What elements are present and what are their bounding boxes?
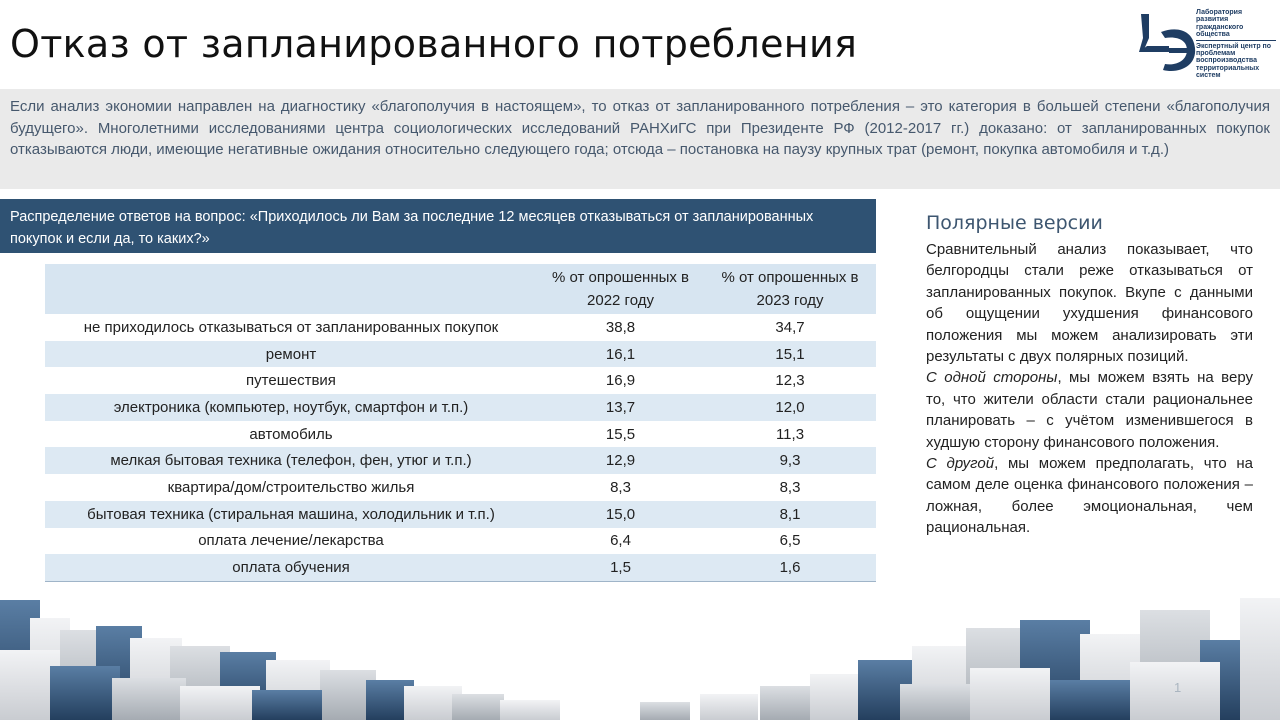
side-paragraph-3	[926, 453, 1253, 539]
table-cell-2023: 6,5	[704, 528, 876, 555]
table-row	[45, 554, 876, 581]
side-paragraph-3-body: , мы можем предполагать, что на самом деле оценка финансового положения – ложная, более эмоциональная, чем рациональная.	[926, 455, 1253, 537]
table-cell-label: мелкая бытовая техника (телефон, фен, утюг и т.п.)	[45, 447, 537, 474]
side-paragraph-1: Сравнительный анализ показывает, что белгородцы стали реже отказываться от запланированных покупок. Вкупе с данными об ощущении ухудшения финансового положения мы можем анализировать эти результаты с двух полярных позиций.	[926, 241, 1253, 366]
table-cell-label: ремонт	[45, 341, 537, 368]
table-cell-2022: 16,9	[537, 367, 704, 394]
table-cell-2022: 15,0	[537, 501, 704, 528]
table-cell-2022: 8,3	[537, 474, 704, 501]
table-header-2022: % от опрошенных в 2022 году	[537, 264, 704, 314]
table-cell-2022: 15,5	[537, 421, 704, 448]
logo-caption	[1196, 9, 1276, 80]
table-cell-label: электроника (компьютер, ноутбук, смартфон и т.п.)	[45, 394, 537, 421]
table-cell-label: бытовая техника (стиральная машина, холодильник и т.п.)	[45, 501, 537, 528]
page-number: 1	[1174, 680, 1182, 695]
table-cell-2023: 8,1	[704, 501, 876, 528]
question-caption: Распределение ответов на вопрос: «Приходилось ли Вам за последние 12 месяцев отказываться от запланированных покупок и если да, то каких?»	[0, 199, 876, 253]
table-cell-label: автомобиль	[45, 421, 537, 448]
table-cell-label: квартира/дом/строительство жилья	[45, 474, 537, 501]
side-heading: Полярные версии	[926, 212, 1103, 234]
table-cell-2023: 1,6	[704, 554, 876, 581]
table-row	[45, 341, 876, 368]
table-row	[45, 394, 876, 421]
table-row	[45, 314, 876, 341]
logo-line-2: Экспертный центр по проблемам воспроизводства территориальных систем	[1196, 42, 1272, 80]
table-row	[45, 421, 876, 448]
side-paragraph-2-lead: С одной стороны	[926, 369, 1058, 387]
table-cell-2022: 1,5	[537, 554, 704, 581]
table-cell-2023: 12,3	[704, 367, 876, 394]
table-cell-2023: 12,0	[704, 394, 876, 421]
skyline-decoration-icon	[0, 590, 1280, 720]
table-row	[45, 367, 876, 394]
table-cell-2022: 16,1	[537, 341, 704, 368]
table-cell-2022: 12,9	[537, 447, 704, 474]
table-cell-label: путешествия	[45, 367, 537, 394]
table-cell-2023: 15,1	[704, 341, 876, 368]
table-cell-2022: 13,7	[537, 394, 704, 421]
table-header-row	[45, 264, 876, 314]
table-cell-label: не приходилось отказываться от запланированных покупок	[45, 314, 537, 341]
table-row	[45, 501, 876, 528]
side-paragraph-3-lead: С другой	[926, 455, 995, 473]
table-header-label	[45, 264, 537, 314]
survey-table	[45, 264, 876, 582]
side-paragraph-2-body: , мы можем взять на веру то, что жители области стали рациональнее планировать – с учётом изменившегося в худшую сторону финансового положения.	[926, 369, 1254, 451]
table-cell-2023: 11,3	[704, 421, 876, 448]
table-cell-2022: 38,8	[537, 314, 704, 341]
table-row	[45, 528, 876, 555]
table-header-2023: % от опрошенных в 2023 году	[704, 264, 876, 314]
logo-line-1: Лаборатория развития гражданского общества	[1196, 9, 1276, 41]
table-cell-2023: 34,7	[704, 314, 876, 341]
table-cell-2023: 9,3	[704, 447, 876, 474]
table-row	[45, 474, 876, 501]
table-cell-2023: 8,3	[704, 474, 876, 501]
side-paragraph-2	[926, 367, 1253, 453]
table-row	[45, 447, 876, 474]
table-cell-label: оплата обучения	[45, 554, 537, 581]
intro-paragraph: Если анализ экономии направлен на диагностику «благополучия в настоящем», то отказ от запланированного потребления – это категория в большей степени «благополучия будущего». Многолетними исследованиями центра социологических исследований РАНХиГС при Президенте РФ (2012-2017 гг.) доказано: от запланированных покупок отказываются люди, имеющие негативные ожидания относительно следующего года; отсюда – постановка на паузу крупных трат (ремонт, покупка автомобиля и т.д.)	[0, 89, 1280, 189]
table-cell-2022: 6,4	[537, 528, 704, 555]
side-text	[926, 239, 1253, 539]
page-title: Отказ от запланированного потребления	[10, 22, 858, 66]
table-cell-label: оплата лечение/лекарства	[45, 528, 537, 555]
